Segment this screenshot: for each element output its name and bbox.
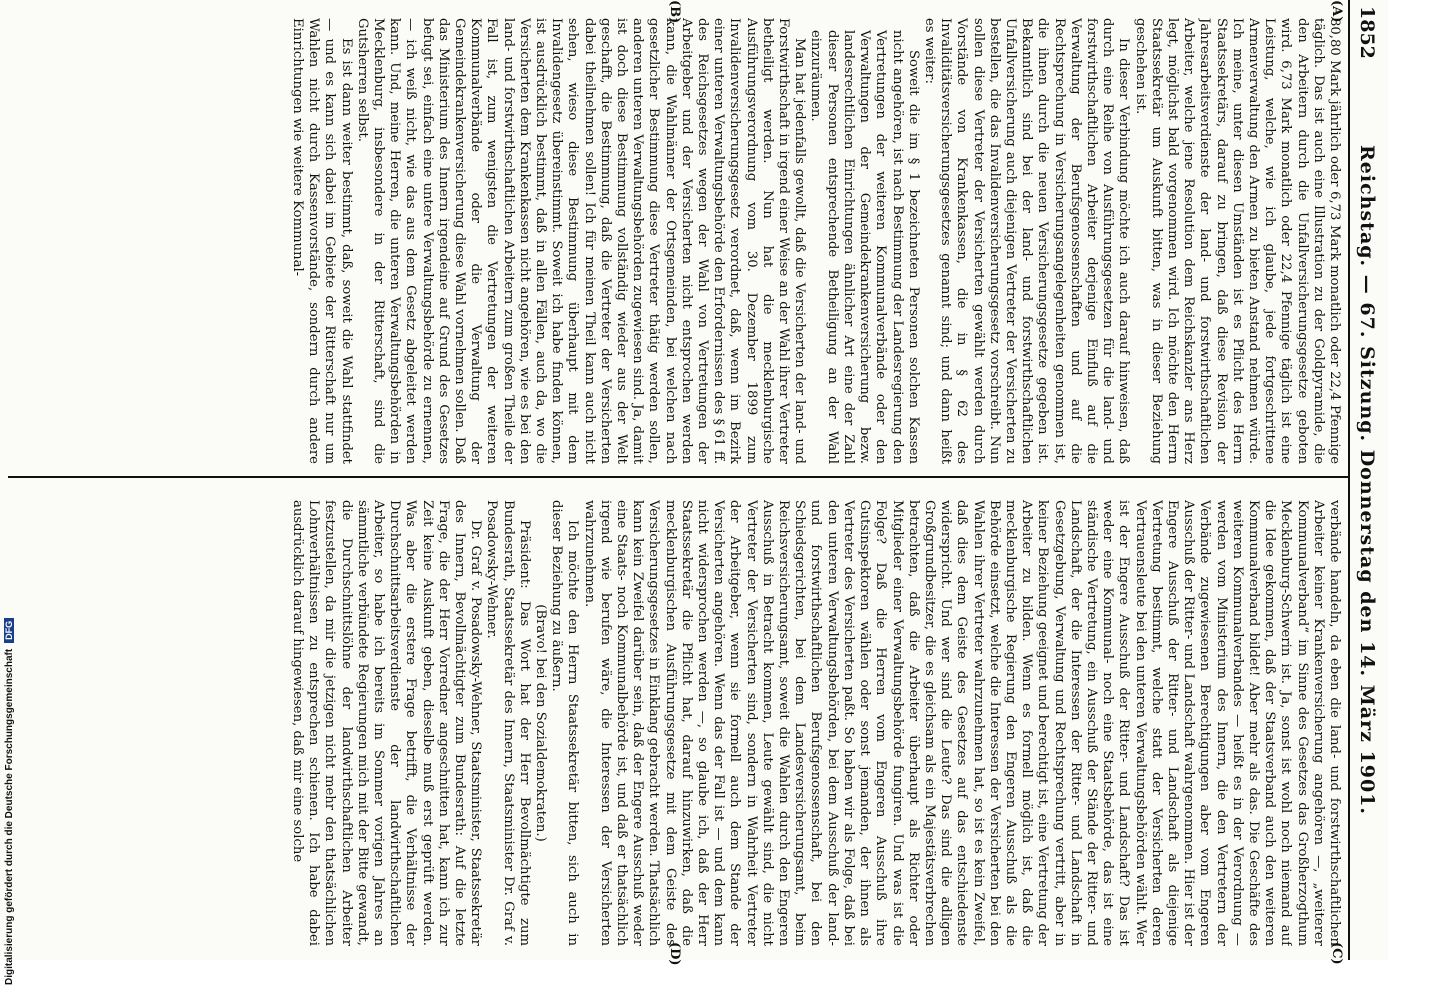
margin-marker-d: (D) xyxy=(667,942,682,966)
footer-credit: Digitalisierung gefördert durch die Deutsche Forschungsgemeinschaft xyxy=(4,648,15,985)
quoted-paragraph: Soweit die im § 1 bezeichneten Personen solchen Kassen nicht angehören, ist nach Bestimmung der Landesregierung den Vertretungen der weiteren Kommunalverbände oder den Verwaltungen der Gemeindekrankenversicherung bezw. landesrechtlichen Einrichtungen ähnlicher Art eine der Zahl dieser Personen entsprechende Betheiligung an der Wahl einzuräumen. xyxy=(808,30,921,464)
left-text-column xyxy=(12,18,1342,464)
running-title: Reichstag. — 67. Sitzung. Donnerstag den 14. März 1901. xyxy=(1356,145,1378,815)
page-header xyxy=(1348,0,1384,960)
column-divider xyxy=(8,476,1348,478)
paragraph: verbände handeln, da eben die land- und forstwirthschaftlichen Arbeiter keiner Krankenversicherung angehören —, „weiterer Kommunalverband“ im Sinne des Gesetzes das Großherzogthum Mecklenburg-Schwerin ist. Ja, sonst ist wohl noch niemand auf die Idee gekommen, daß der Staatsverband auch den weiteren Kommunalverband bildet! Aber mehr als das. Die Geschäfte des weiteren Kommunalverbandes — heißt es in der Verordnung — werden vom Ministerium des Innern, die den Vertretern der Verbände zugewiesenen Berechtigungen aber vom Engeren Ausschuß der Ritter- und Landschaft wahrgenommen. Hier ist der Engere Ausschuß der Ritter- und Landschaft als diejenige Vertretung bestimmt, welche statt der Versicherten deren Vertrauensleute bei den unteren Verwaltungsbehörden wählt. Wer ist der Engere Ausschuß der Ritter- und Landschaft? Das ist weder eine Kommunal- noch eine Staatsbehörde, das ist eine ständische Vertretung, ein Ausschuß der Stände der Ritter- und Landschaft, der die Interessen der Ritter- und Landschaft in Gesetzgebung, Verwaltung und Rechtsprechung vertritt, aber in keiner Beziehung geeignet und berechtigt ist, eine Vertretung der Arbeiter zu bilden. Wenn es formell möglich ist, daß die mecklenburgische Regierung den Engeren Ausschuß als die Behörde einsetzt, welche die Interessen der Versicherten bei den Wahlen ihrer Vertreter wahrzunehmen hat, so ist es kein Zweifel, daß dies dem Geiste des Gesetzes auf das entschiedenste widerspricht. Und wer sind die Leute? Das sind die adligen Großgrundbesitzer, die es gleichsam als ein Majestätsverbrechen betrachten, daß die Arbeiter überhaupt als Richter oder Mitglieder einer Verwaltungsbehörde fungiren. Und was ist die Folge? Daß die Herren vom Engeren Ausschuß ihre Gutsinspektoren wählen oder sonst jemanden, der ihnen als Vertreter des Versicherten paßt. So haben wir als Folge, daß bei den unteren Verwaltungsbehörden, bei dem Ausschuß der land- und forstwirthschaftlichen Berufsgenossenschaft, bei den Schiedsgerichten, bei dem Landesversicherungsamt, beim Reichsversicherungsamt, soweit die Wahlen durch den Engeren Ausschuß in Betracht kommen, Leute gewählt sind, die nicht Vertreter der Versicherten sind, sondern in Wahrheit Vertreter der Arbeitgeber, wenn sie formell auch dem Stande der Versicherten angehören. Wenn das der Fall ist — und dem kann nicht widersprochen werden —, so glaube ich, daß der Herr Staatssekretär die Pflicht hat, darauf hinzuwirken, daß die mecklenburgischen Ausführungsgesetze mit dem Geiste des Versicherungsgesetzes in Einklang gebracht werden. Thatsächlich kann kein Zweifel darüber sein, daß der Engere Ausschuß weder eine Staats- noch Kommunalbehörde ist, und daß er thatsächlich irgend wie berufen wäre, die Interessen der Versicherten wahrzunehmen. xyxy=(581,500,1342,946)
paragraph: Ich möchte den Herrn Staatssekretär bitten, sich auch in dieser Beziehung zu äußern. xyxy=(549,500,581,946)
president-remark: Präsident: Das Wort hat der Herr Bevollmächtigte zum Bundesrath, Staatssekretär des Innern, Staatsminister Dr. Graf v. Posadowsky-Wehner. xyxy=(484,500,532,946)
margin-marker-a: (A) xyxy=(1329,0,1344,23)
header-rule xyxy=(1348,0,1350,960)
minister-speech: Dr. Graf v. Posadowsky-Wehner, Staatsminister, Staatssekretär des Innern, Bevollmächtigter zum Bundesrath: Auf die letzte Frage, die der Herr Vorredner angeschnitten hat, kann ich zur Zeit keine Auskunft geben, dieselbe muß erst geprüft werden. Was aber die erstere Frage betrifft, die Verhältnisse der Durchschnittsarbeitsverdienste der landwirthschaftlichen Arbeiter, so habe ich bereits im Sommer vorigen Jahres an sämmtliche verbündete Regierungen mich mit der Bitte gewandt, die Durchschnittslöhne der landwirthschaftlichen Arbeiter festzustellen, da mir die jetzigen nicht mehr den thatsächlichen Lohnverhältnissen zu entsprechen schienen. Ich habe dabei ausdrücklich darauf hingewiesen, daß mir eine solche xyxy=(290,500,484,946)
digitization-footer xyxy=(4,5,15,985)
margin-marker-c: (C) xyxy=(1329,942,1344,965)
paragraph: Es ist dann weiter bestimmt, daß, soweit die Wahl stattfindet — und es kann sich dabei im Gebiete der Ritterschaft nur um Wahlen nicht durch Kassenvorstände, sondern durch andere Einrichtungen wie weitere Kommunal- xyxy=(290,18,354,464)
paragraph: 80,80 Mark jährlich oder 6,73 Mark monatlich oder 22,4 Pfennige täglich. Das ist auch eine Illustration zu der Goldpyramide, die den Arbeitern durch die Unfallversicherungsgesetze geboten wird. 6,73 Mark monatlich oder 22,4 Pfennige täglich ist eine Leistung, welche, wie ich glaube, jede fortgeschrittene Armenverwaltung den Armen zu bieten Anstand nehmen würde. Ich meine, unter diesen Umständen ist es Pflicht des Herrn Staatssekretärs, darauf zu bringen, daß diese Revision der Jahresarbeitsverdienste der land- und forstwirthschaftlichen Arbeiter, welche jene Resolution dem Reichskanzler ans Herz legt, möglichst bald vorgenommen wird. Ich möchte den Herrn Staatssekretär um Auskunft bitten, was in dieser Beziehung geschehen ist. xyxy=(1132,18,1342,464)
page-number: 1852 xyxy=(1356,6,1378,59)
applause-note: (Bravo! bei den Sozialdemokraten.) xyxy=(533,604,549,842)
paragraph: Man hat jedenfalls gewollt, daß die Versicherten der land- und Forstwirthschaft in irgend einer Weise an der Wahl ihrer Vertreter betheiligt werden. Nun hat die mecklenburgische Ausführungsverordnung vom 30. Dezember 1899 zum Invalidenversicherungsgesetz verordnet, daß, wenn im Bezirk einer unteren Verwaltungsbehörde den Erfordernissen des § 61 ff. des Reichsgesetzes wegen der Wahl von Vertretungen der Arbeitgeber und der Versicherten nicht entsprochen werden kann, die Wahlmänner der Ortsgemeinden, bei welchen nach gesetzlicher Bestimmung diese Vertreter thätig werden sollen, anderen unteren Verwaltungsbehörden zugewiesen sind. Ja, damit ist doch diese Bestimmung vollständig wieder aus der Welt geschafft, die Bestimmung, daß die Vertreter der Versicherten dabei theilnehmen sollen! Ich für meinen Theil kann auch nicht sehen, wieso diese Bestimmung überhaupt mit dem Invalidengesetz übereinstimmt. Soweit ich habe finden können, ist ausdrücklich bestimmt, daß in allen Fällen, auch da, wo die Versicherten dem Krankenkassen nicht angehören, wie es bei den land- und forstwirthschaftlichen Arbeitern zum großen Theile der Fall ist, zum wenigsten die Vertretungen der weiteren Kommunalverbände oder die Verwaltung der Gemeindekrankenversicherung diese Wahl vornehmen sollen. Daß das Ministerium des Innern irgendeine auf Grund des Gesetzes befugt sei, einfach eine untere Verwaltungsbehörde zu ernennen, — ich weiß nicht, wie das aus dem Gesetz abgeleitet werden kann. Und, meine Herren, die unteren Verwaltungsbehörden in Mecklenburg, insbesondere in der Ritterschaft, sind die Gutsherren selbst. xyxy=(354,18,808,464)
dfg-logo: DFG xyxy=(4,618,14,643)
right-text-column xyxy=(12,500,1342,946)
margin-marker-b: (B) xyxy=(667,0,682,24)
paragraph: In dieser Verbindung möchte ich auch darauf hinweisen, daß durch eine Reihe von Ausführungsgesetzen für die land- und forstwirthschaftlichen Arbeiter derjenige Einfluß auf die Verwaltung der Berufsgenossenschaften und auf die Rechtsprechung in Versicherungsangelegenheiten genommen ist, die ihnen durch die neuen Versicherungsgesetze gegeben ist. Bekanntlich sind bei der land- und forstwirthschaftlichen Unfallversicherung auch diejenigen Vertreter der Versicherten zu bestellen, die das Invalidenversicherungsgesetz vorschreibt. Nun sollen diese Vertreter der Versicherten gewählt werden durch Vorstände von Krankenkassen, die in § 62 des Invaliditätsversicherungsgesetzes genannt sind; und dann heißt es weiter: xyxy=(921,18,1132,464)
